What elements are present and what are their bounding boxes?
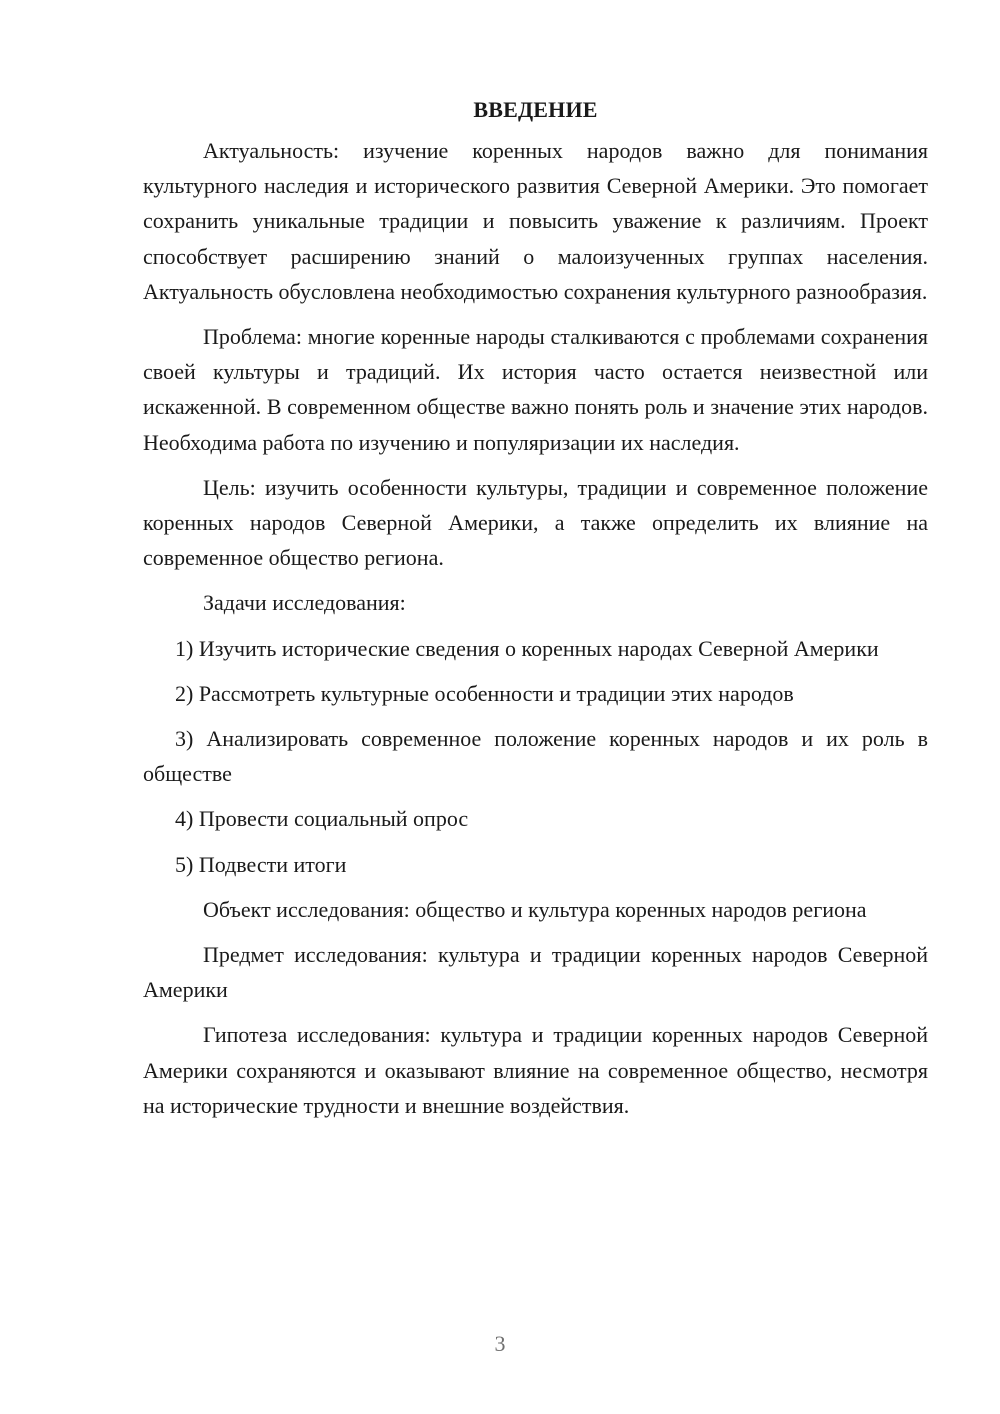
goal-paragraph: Цель: изучить особенности культуры, традиции и современное положение коренных народов Северной Америки, а также определить их влияние на современное общество региона. <box>143 474 928 571</box>
task-item-3: 3) Анализировать современное положение коренных народов и их роль в обществе <box>143 726 928 787</box>
page-number: 3 <box>494 1331 506 1356</box>
tasks-heading: Задачи исследования: <box>203 590 406 616</box>
task-item-2: 2) Рассмотреть культурные особенности и традиции этих народов <box>175 680 794 706</box>
section-title: ВВЕДЕНИЕ <box>473 97 598 122</box>
object-paragraph: Объект исследования: общество и культура коренных народов региона <box>203 896 867 922</box>
document-page <box>143 92 928 1123</box>
task-item-1: 1) Изучить исторические сведения о коренных народах Северной Америки <box>175 635 879 661</box>
problem-paragraph: Проблема: многие коренные народы сталкиваются с проблемами сохранения своей культуры и традиций. Их история часто остается неизвестной или искаженной. В современном обществе важно понять роль и значение этих народов. Необходима работа по изучению и популяризации их наследия. <box>143 324 928 455</box>
subject-paragraph: Предмет исследования: культура и традиции коренных народов Северной Америки <box>143 942 928 1003</box>
hypothesis-paragraph: Гипотеза исследования: культура и традиции коренных народов Северной Америки сохраняются и оказывают влияние на современное общество, несмотря на исторические трудности и внешние воздействия. <box>143 1022 928 1118</box>
task-item-5: 5) Подвести итоги <box>175 851 347 877</box>
task-item-4: 4) Провести социальный опрос <box>175 806 469 832</box>
relevance-paragraph: Актуальность: изучение коренных народов важно для понимания культурного наследия и исторического развития Северной Америки. Это помогает сохранить уникальные традиции и повысить уважение к различиям. Проект способствует расширению знаний о малоизученных группах населения. Актуальность обусловлена необходимостью сохранения культурного разнообразия. <box>143 138 928 304</box>
